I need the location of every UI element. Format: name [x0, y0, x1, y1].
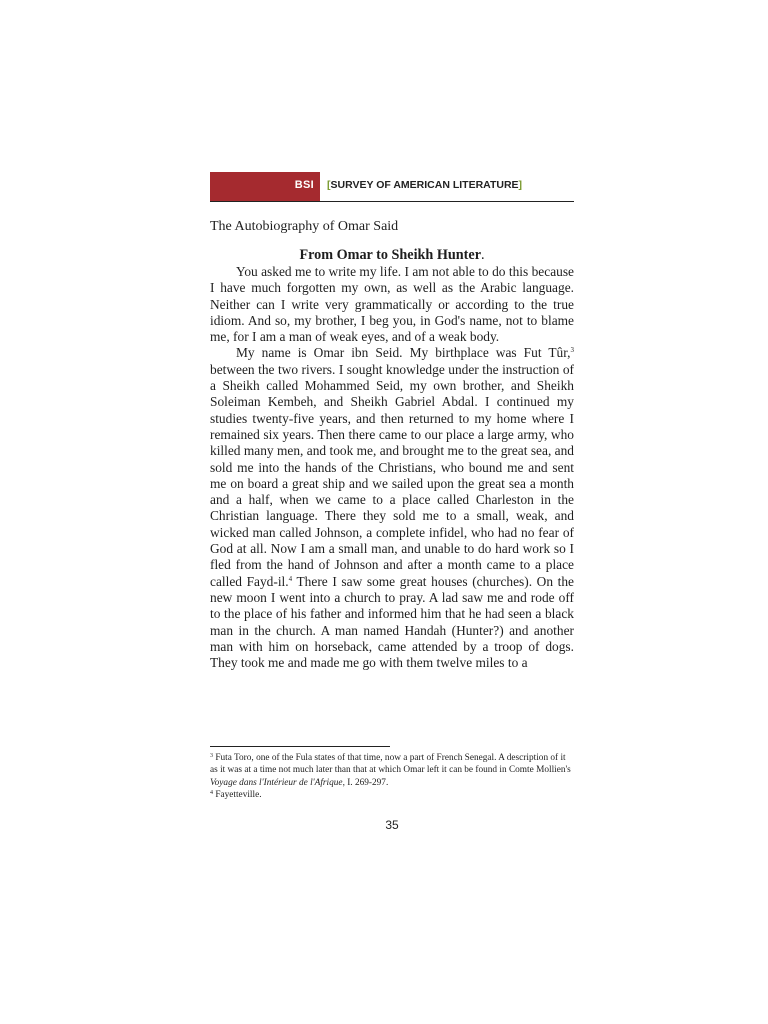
footnote-divider	[210, 746, 390, 747]
letter-heading	[210, 246, 574, 264]
footnote-3-italic-title: Voyage dans l'Intérieur de l'Afrique	[210, 777, 343, 788]
paragraph-2-part-1: My name is Omar ibn Seid. My birthplace was Fut Tûr,	[236, 345, 571, 361]
paragraph-2-part-3: There I saw some great houses (churches). On the new moon I went into a church to pray. A lad saw me and rode off to the place of his father and informed him that he had seen a black man in the church. A man named Handah (Hunter?) and another man with him on horseback, came attended by a troop of dogs. They took me and made me go with them twelve miles to a	[210, 573, 575, 671]
footnote-3-text: Futa Toro, one of the Fula states of that time, now a part of French Senegal. A description of it as it was at a time not much later than that at which Omar left it can be found in Comte Mollien's	[210, 753, 571, 776]
footnote-3	[210, 752, 574, 789]
header-series-title	[327, 179, 522, 191]
footnote-4	[210, 789, 574, 801]
footnote-ref-3[interactable]: 3	[570, 346, 574, 355]
page-number: 35	[385, 818, 399, 832]
header-series-title-text: SURVEY OF AMERICAN LITERATURE	[330, 179, 519, 191]
document-title: The Autobiography of Omar Said	[210, 219, 399, 234]
header-open-bracket: [	[327, 179, 331, 191]
letter-heading-period: .	[481, 247, 485, 263]
footnote-3-mark: 3	[210, 753, 213, 759]
footnote-4-mark: 4	[210, 790, 213, 797]
paragraph-2	[210, 345, 574, 671]
letter-heading-text: From Omar to Sheikh Hunter	[299, 247, 481, 263]
header-code: BSI	[294, 179, 314, 191]
footnote-3-end: , I. 269-297.	[342, 777, 389, 788]
header-close-bracket: ]	[518, 179, 523, 191]
paragraph-1: You asked me to write my life. I am not able to do this because I have much forgotten my own, as well as the Arabic language. Neither can I write very grammatically or according to the true idiom. And so, my brother, I beg you, in God's name, not to blame me, for I am a man of weak eyes, and of a weak body.	[210, 264, 574, 345]
footnote-4-text: Fayetteville.	[213, 790, 262, 801]
footnotes	[210, 752, 574, 802]
header-color-block	[210, 172, 320, 201]
running-header	[210, 172, 574, 202]
main-text	[210, 218, 574, 671]
footnote-ref-4[interactable]: 4	[288, 574, 293, 583]
paragraph-2-part-2: between the two rivers. I sought knowledge under the instruction of a Sheikh called Mohammed Seid, my own brother, and Sheikh Soleiman Kembeh, and Sheikh Gabriel Abdal. I continued my studies twenty-five years, and then returned to my home where I remained six years. Then there came to our place a large army, who killed many men, and took me, and brought me to the great sea, and sold me into the hands of the Christians, who bound me and sent me on board a great ship and we sailed upon the great sea a month and a half, when we came to a place called Charleston in the Christian language. There they sold me to a small, weak, and wicked man called Johnson, a complete infidel, who had no fear of God at all. Now I am a small man, and unable to do hard work so I fled from the hand of Johnson and after a month came to a place called Fayd-il.	[210, 361, 574, 589]
